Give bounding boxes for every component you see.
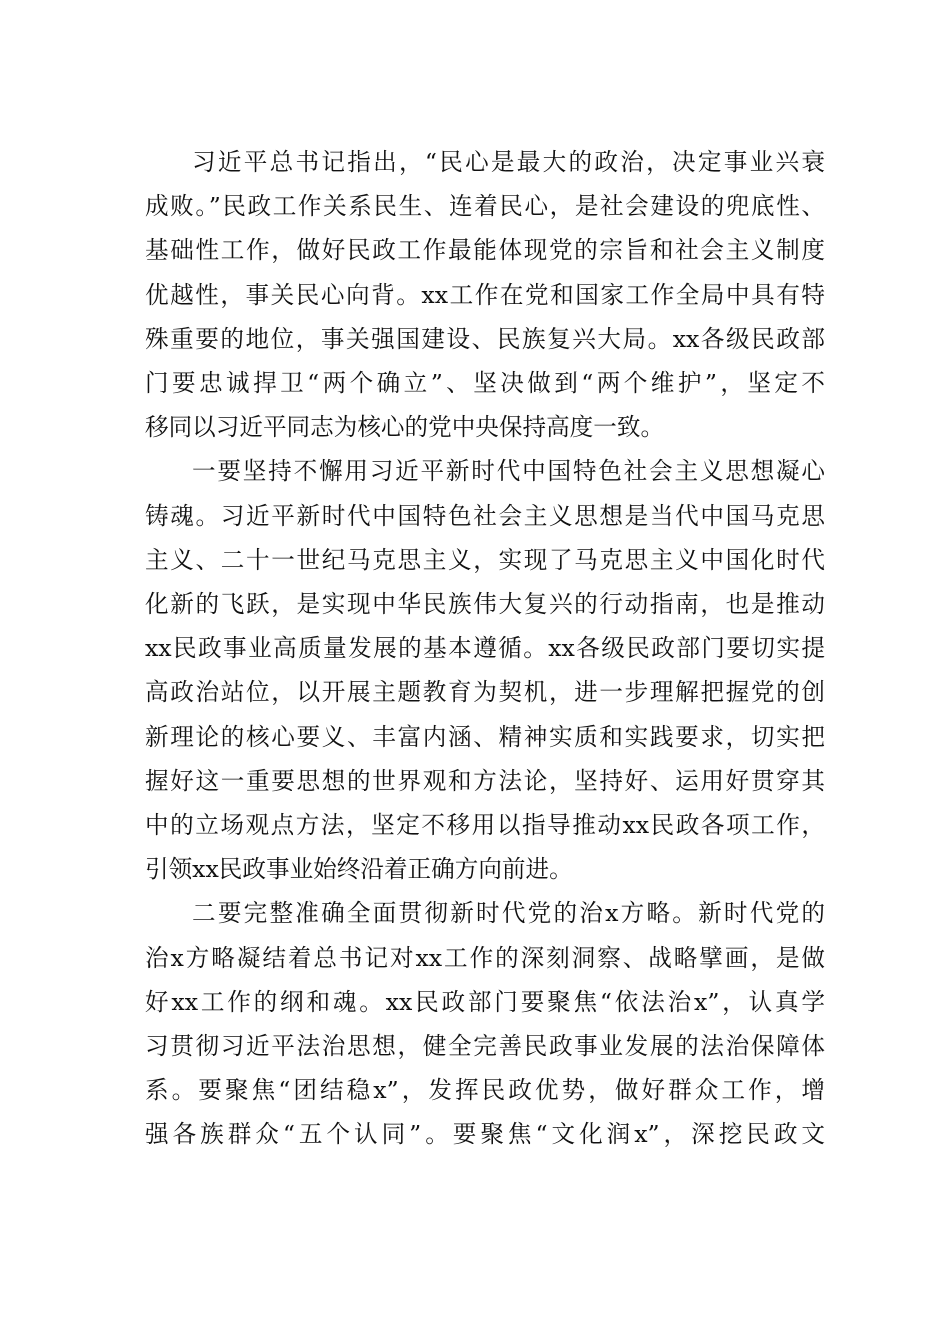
text-line: 新理论的核心要义、丰富内涵、精神实质和实践要求，切实把 <box>145 722 825 751</box>
text-line: 殊重要的地位，事关强国建设、民族复兴大局。xx各级民政部 <box>145 324 825 353</box>
text-line: 习近平总书记指出，“民心是最大的政治，决定事业兴衰 <box>192 148 825 176</box>
document-body <box>145 140 825 1157</box>
text-line: 成败。”民政工作关系民生、连着民心，是社会建设的兜底性、 <box>145 192 825 221</box>
text-line: 系。要聚焦“团结稳x”，发挥民政优势，做好群众工作，增 <box>145 1076 825 1105</box>
text-line: 治x方略凝结着总书记对xx工作的深刻洞察、战略擘画，是做 <box>145 943 825 972</box>
text-line: 化新的飞跃，是实现中华民族伟大复兴的行动指南，也是推动 <box>145 590 825 619</box>
paragraph-intro <box>145 140 825 449</box>
text-line: xx民政事业高质量发展的基本遵循。xx各级民政部门要切实提 <box>145 634 825 663</box>
text-line: 二要完整准确全面贯彻新时代党的治x方略。新时代党的 <box>192 899 825 928</box>
text-line: 握好这一重要思想的世界观和方法论，坚持好、运用好贯穿其 <box>145 766 825 795</box>
text-line: 铸魂。习近平新时代中国特色社会主义思想是当代中国马克思 <box>145 501 825 530</box>
text-line: 中的立场观点方法，坚定不移用以指导推动xx民政各项工作， <box>145 811 825 840</box>
text-line: 基础性工作，做好民政工作最能体现党的宗旨和社会主义制度 <box>145 236 825 265</box>
text-line: 门要忠诚捍卫“两个确立”、坚决做到“两个维护”，坚定不 <box>145 369 825 398</box>
text-line: 移同以习近平同志为核心的党中央保持高度一致。 <box>145 413 665 442</box>
text-line: 强各族群众“五个认同”。要聚焦“文化润x”，深挖民政文 <box>145 1120 825 1149</box>
text-line: 优越性，事关民心向背。xx工作在党和国家工作全局中具有特 <box>145 280 825 309</box>
paragraph-point-two <box>145 891 825 1156</box>
text-line: 好xx工作的纲和魂。xx民政部门要聚焦“依法治x”，认真学 <box>145 987 825 1016</box>
text-line: 主义、二十一世纪马克思主义，实现了马克思主义中国化时代 <box>145 545 825 574</box>
text-line: 一要坚持不懈用习近平新时代中国特色社会主义思想凝心 <box>192 457 825 486</box>
paragraph-point-one <box>145 449 825 891</box>
text-line: 习贯彻习近平法治思想，健全完善民政事业发展的法治保障体 <box>145 1032 825 1061</box>
text-line: 高政治站位，以开展主题教育为契机，进一步理解把握党的创 <box>145 678 825 707</box>
text-line: 引领xx民政事业始终沿着正确方向前进。 <box>145 855 573 884</box>
